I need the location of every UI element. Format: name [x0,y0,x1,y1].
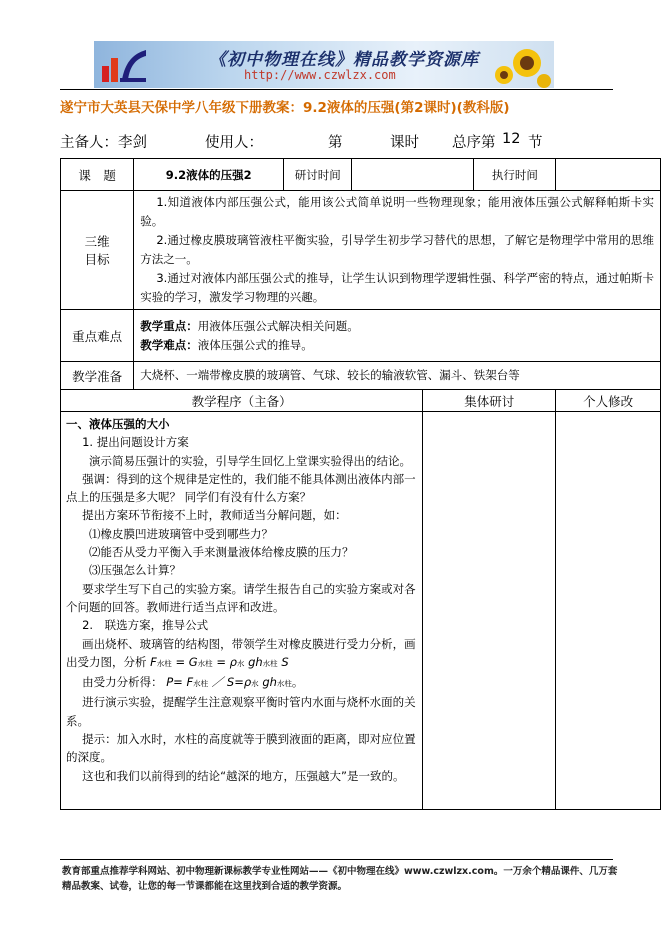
banner-url[interactable]: http://www.czwlzx.com [244,68,396,82]
prep-content: 大烧杯、一端带橡皮膜的玻璃管、气球、较长的输液软管、漏斗、铁架台等 [134,362,661,390]
collective-research-cell [423,412,556,810]
lesson-plan-table [60,158,661,810]
footer-rule [60,859,613,860]
goal-item: 3.通过对液体内部压强公式的推导，让学生认识到物理学逻辑性强、科学严密的特点，通过帕斯卡实验的学习，激发学习物理的兴趣。 [140,271,654,304]
goals-row [61,191,661,310]
banner-title: 《初中物理在线》精品教学资源库 [209,50,479,70]
site-logo-icon [100,46,148,84]
collective-header: 集体研讨 [423,390,556,412]
personal-header: 个人修改 [556,390,661,412]
process-header: 教学程序（主备） [61,390,423,412]
preparer-label: 主备人： [60,135,118,151]
header-banner [94,41,554,88]
prep-label: 教学准备 [61,362,134,390]
formula-result: 由受力分析得： P= F水柱 ／ S=ρ水 gh水柱。 [82,675,304,690]
keypoints-label: 重点难点 [61,310,134,362]
footer-note: 教育部重点推荐学科网站、初中物理新课标教学专业性网站——《初中物理在线》www.czwlzx.com。一万余个精品课件、几万套精品教案、试卷，让您的每一节课都能在这里找到合适的教学资源。 [62,866,618,892]
user-label: 使用人： [205,135,263,151]
research-time-label: 研讨时间 [284,159,352,191]
section-heading: 一、液体压强的大小 [66,417,170,431]
keypoints-content [134,310,661,362]
key-focus: 用液体压强公式解决相关问题。 [197,318,359,333]
process-header-row [61,390,661,412]
personal-modification-cell [556,412,661,810]
process-row [61,412,661,810]
exec-time-label: 执行时间 [474,159,556,191]
topic-row [61,159,661,191]
seq-value: 12 [502,131,521,147]
exec-time-value [556,159,661,191]
goal-item: 1.知道液体内部压强公式，能用该公式简单说明一些物理现象；能用液体压强公式解释帕斯卡实验。 [140,195,654,228]
sunflower-icon [482,41,552,88]
document-title: 遂宁市大英县天保中学八年级下册教案：9.2液体的压强(第2课时)(教科版) [60,100,510,116]
seq-label: 总序第 [452,135,496,151]
header-rule [60,89,613,90]
key-focus-label: 教学重点： [140,318,198,333]
key-difficulty-label: 教学难点： [140,337,198,352]
prep-row [61,362,661,390]
process-content: 一、液体压强的大小 1. 提出问题设计方案 演示简易压强计的实验，引导学生回忆上堂课实验得出的结论。 强调：得到的这个规律是定性的，我们能不能具体测出液体内部一点上的压强是多大呢？ 同学们有没有什么方案？ 提出方案环节衔接不上时，教师适当分解问题，如： ⑴橡皮膜凹进玻璃管中受到哪些力？ ⑵能否从受力平衡入手来测量液体给橡皮膜的压力？ ⑶压强怎么计算？ 要求学生写下自己的实验方案。请学生报告自己的实验方案或对各个问题的回答。教师进行适当点评和改进。 2. 联选方案，推导公式 画出烧杯、玻璃管的结构图，带领学生对橡皮膜进行受力分析，画出受力图，分析 F水柱 = G水柱 = ρ水 gh水柱 S 由受力分析得： P= F水柱 ／ S=ρ水 gh水柱。 进行演示实验，提醒学生注意观察平衡时管内水面与烧杯水面的关系。 提示：加入水时，水柱的高度就等于膜到液面的距离，即对应位置的深度。 这也和我们以前得到的结论“越深的地方，压强越大”是一致的。 [61,412,423,810]
goals-content [134,191,661,310]
keypoints-row [61,310,661,362]
preparer-name: 李剑 [118,135,147,151]
lesson-label: 课时 [390,135,419,151]
goal-item: 2.通过橡皮膜玻璃管液柱平衡实验，引导学生初步学习替代的思想，了解它是物理学中常用的思维方法之一。 [140,233,654,266]
goals-label: 三维 目标 [61,191,134,310]
topic-label: 课 题 [61,159,134,191]
week-label: 第 [328,135,343,151]
formula-paragraph: 画出烧杯、玻璃管的结构图，带领学生对橡皮膜进行受力分析，画出受力图，分析 F水柱 = G水柱 = ρ水 gh水柱 S [66,636,416,669]
topic-value: 9.2液体的压强2 [134,159,284,191]
research-time-value [352,159,474,191]
seq-unit: 节 [528,135,543,151]
key-difficulty: 液体压强公式的推导。 [197,337,313,352]
